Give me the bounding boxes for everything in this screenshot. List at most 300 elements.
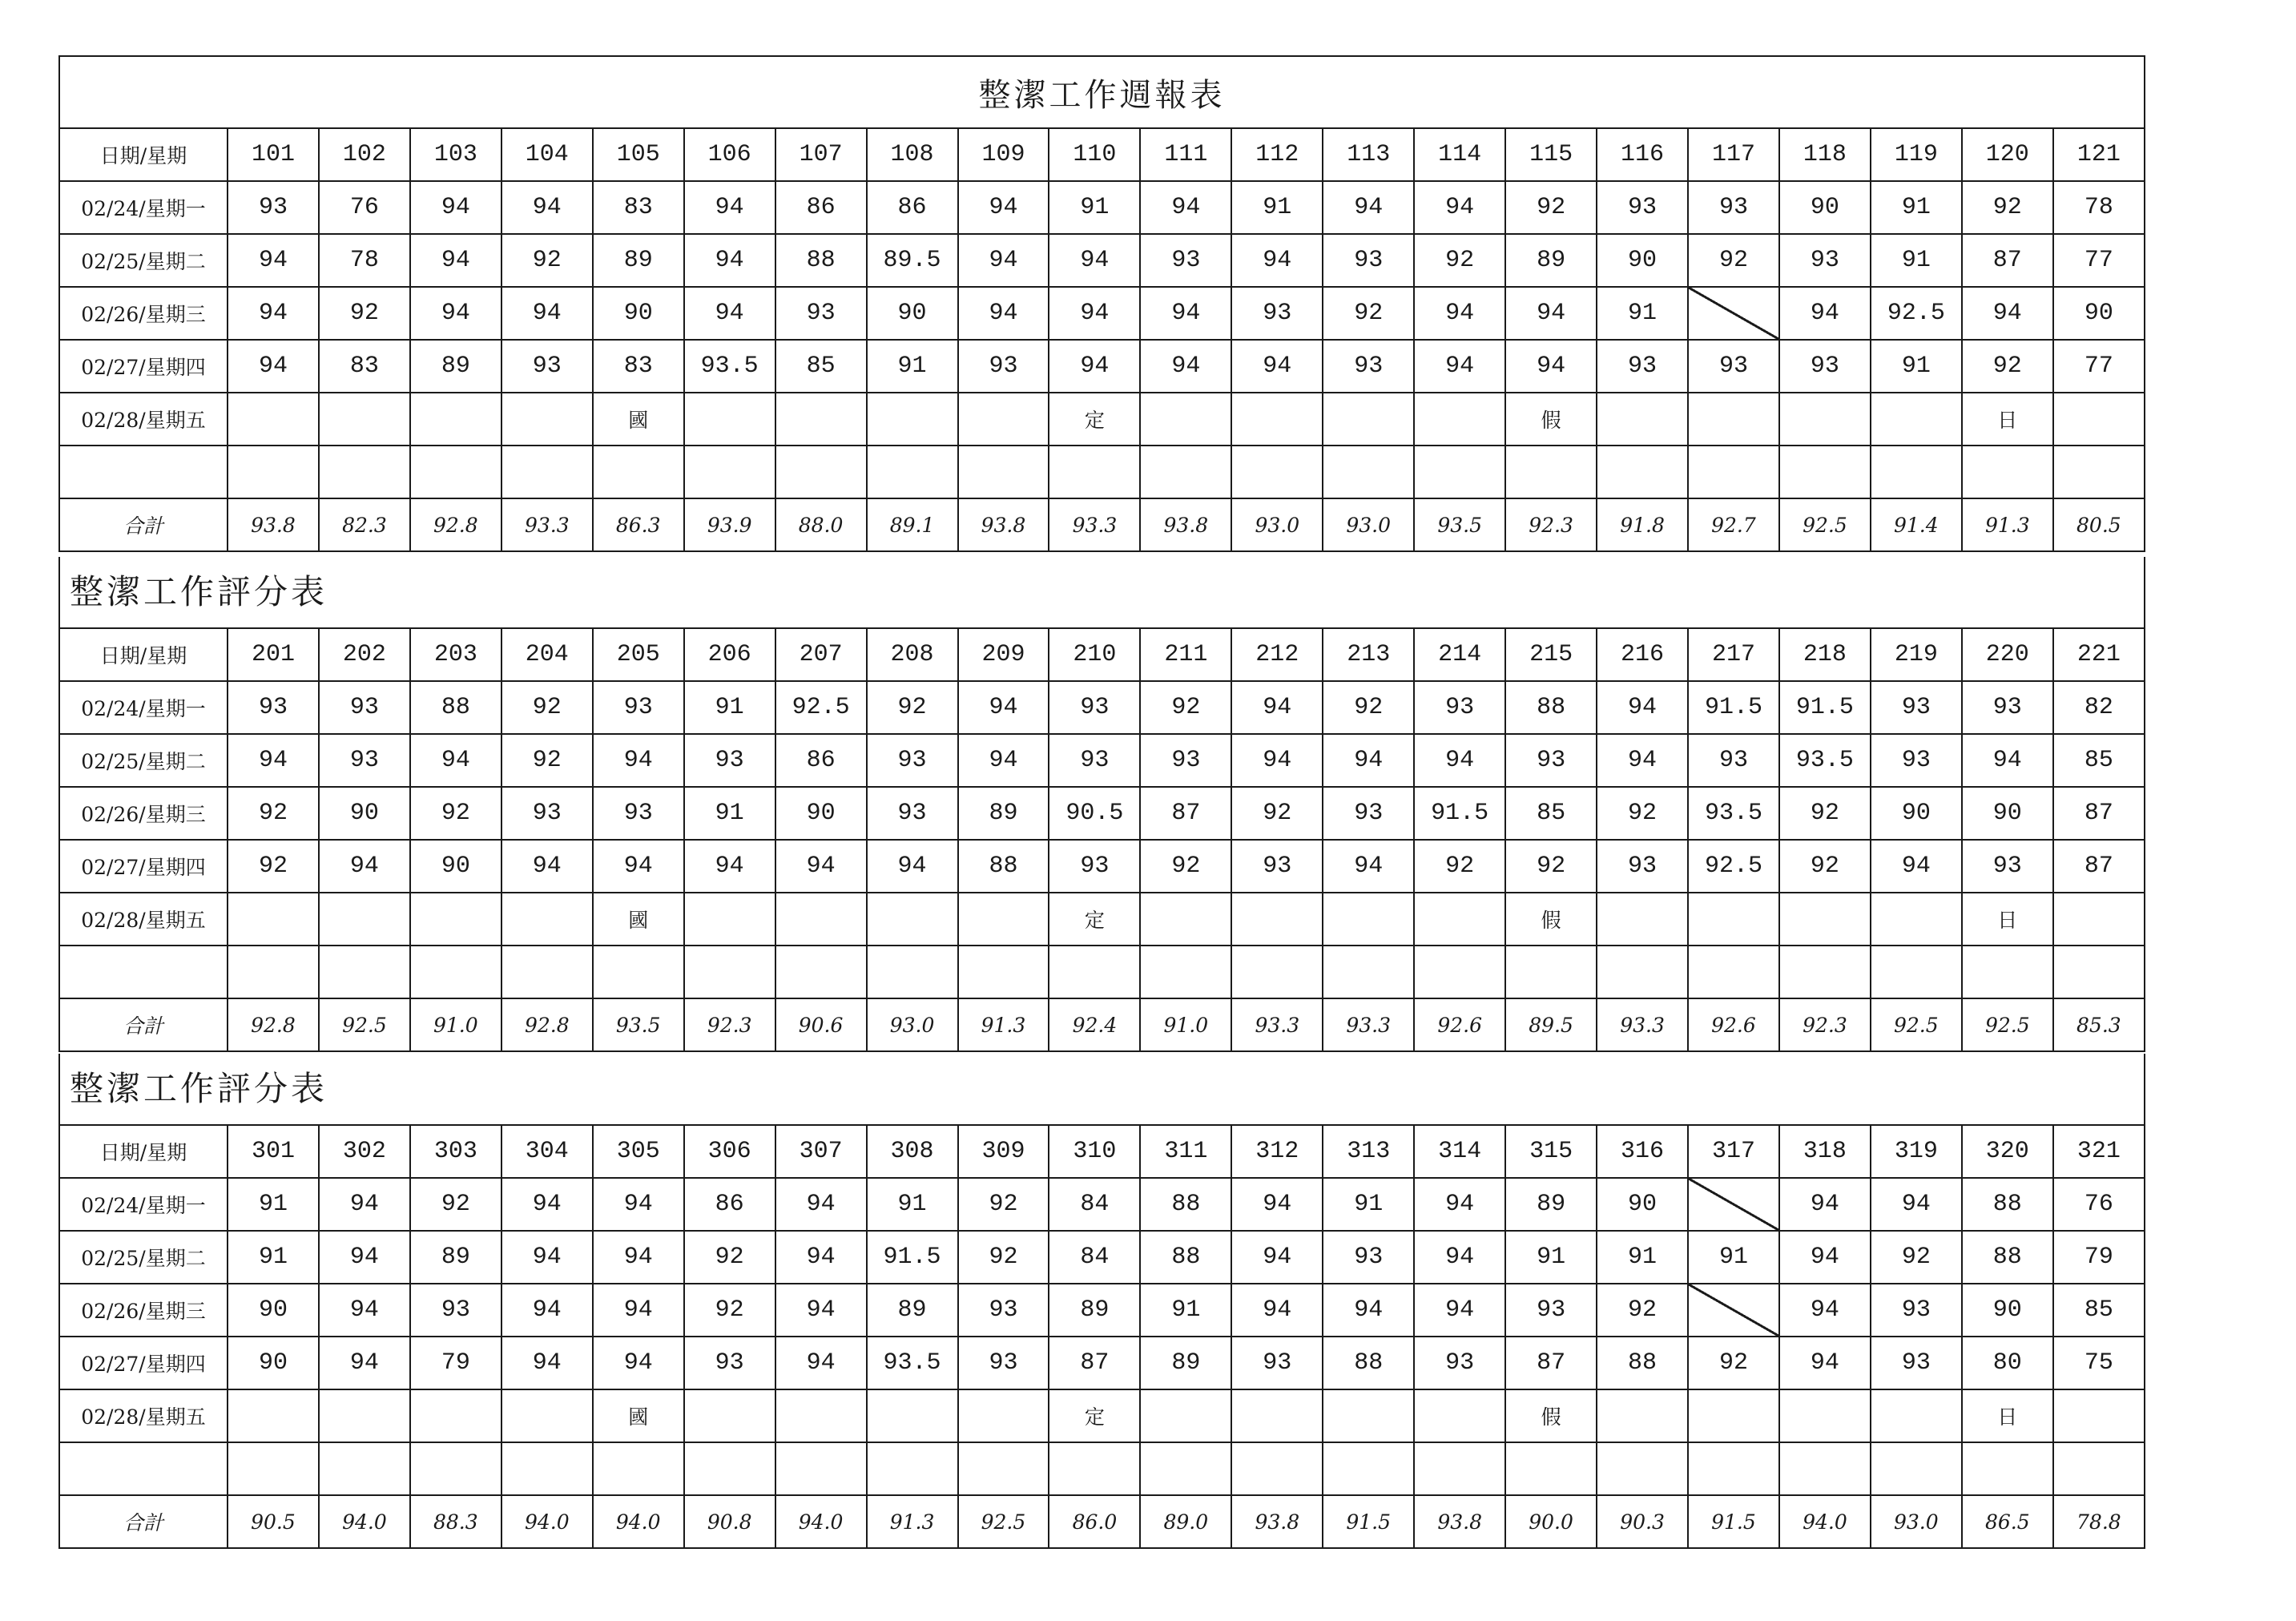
score-cell: 91 — [1140, 1284, 1231, 1337]
score-cell — [1779, 946, 1871, 998]
score-cell: 94 — [410, 287, 501, 340]
header-row — [59, 628, 2145, 681]
score-cell: 93 — [1688, 340, 1779, 393]
score-cell — [410, 446, 501, 498]
room-number: 120 — [1962, 128, 2053, 181]
room-number: 204 — [501, 628, 593, 681]
score-cell: 91.5 — [867, 1231, 958, 1284]
score-cell — [1231, 1442, 1323, 1495]
table-row — [59, 1442, 2145, 1495]
score-cell: 92 — [1505, 840, 1597, 893]
score-cell: 92 — [684, 1231, 775, 1284]
score-cell: 92 — [684, 1284, 775, 1337]
score-cell: 94 — [593, 1231, 684, 1284]
score-cell: 94 — [410, 734, 501, 787]
score-cell: 94 — [1323, 181, 1414, 234]
room-number: 303 — [410, 1125, 501, 1178]
total-cell: 93.3 — [1323, 998, 1414, 1051]
score-cell — [775, 1389, 867, 1442]
score-cell: 94 — [1049, 340, 1140, 393]
score-cell: 91 — [1871, 181, 1962, 234]
score-cell — [1688, 946, 1779, 998]
score-table-2 — [58, 557, 2145, 1052]
row-date-label — [59, 446, 228, 498]
score-cell: 93.5 — [867, 1337, 958, 1389]
row-date-label — [59, 1442, 228, 1495]
score-cell: 假 — [1505, 393, 1597, 446]
score-cell: 94 — [593, 1178, 684, 1231]
room-number: 111 — [1140, 128, 1231, 181]
total-cell: 93.8 — [1140, 498, 1231, 551]
score-cell: 93 — [1414, 1337, 1505, 1389]
score-cell — [1140, 893, 1231, 946]
score-cell: 89 — [410, 340, 501, 393]
score-cell — [958, 446, 1049, 498]
score-cell — [684, 446, 775, 498]
score-cell: 92 — [1414, 840, 1505, 893]
score-cell — [1140, 1442, 1231, 1495]
score-cell — [319, 946, 410, 998]
room-number: 221 — [2053, 628, 2145, 681]
score-cell: 假 — [1505, 1389, 1597, 1442]
score-cell: 89 — [410, 1231, 501, 1284]
score-cell: 92.5 — [775, 681, 867, 734]
score-cell: 93 — [1323, 1231, 1414, 1284]
total-cell: 92.3 — [1779, 998, 1871, 1051]
score-cell: 89 — [958, 787, 1049, 840]
score-cell: 94 — [501, 287, 593, 340]
score-cell — [775, 893, 867, 946]
room-number: 317 — [1688, 1125, 1779, 1178]
score-cell: 92 — [1140, 840, 1231, 893]
score-cell — [1414, 1389, 1505, 1442]
score-cell: 88 — [1505, 681, 1597, 734]
total-cell: 92.6 — [1414, 998, 1505, 1051]
score-cell: 94 — [684, 234, 775, 287]
score-cell: 國 — [593, 1389, 684, 1442]
header-label: 日期/星期 — [59, 1125, 228, 1178]
header-row — [59, 1125, 2145, 1178]
score-cell: 88 — [1323, 1337, 1414, 1389]
table-1 — [58, 55, 2145, 552]
score-cell: 90 — [593, 287, 684, 340]
total-cell: 94.0 — [501, 1495, 593, 1548]
room-number: 316 — [1597, 1125, 1688, 1178]
row-date-label: 02/25/星期二 — [59, 234, 228, 287]
score-cell: 92 — [410, 1178, 501, 1231]
score-cell: 92.5 — [1688, 840, 1779, 893]
score-cell: 93 — [958, 1284, 1049, 1337]
score-cell: 93.5 — [1688, 787, 1779, 840]
row-date-label: 02/24/星期一 — [59, 681, 228, 734]
score-cell — [319, 1442, 410, 1495]
score-cell: 86 — [775, 181, 867, 234]
score-cell — [1140, 946, 1231, 998]
row-date-label: 02/28/星期五 — [59, 1389, 228, 1442]
score-cell — [319, 893, 410, 946]
score-cell — [501, 393, 593, 446]
score-cell: 94 — [1505, 340, 1597, 393]
score-cell: 國 — [593, 393, 684, 446]
table-row — [59, 287, 2145, 340]
room-number: 118 — [1779, 128, 1871, 181]
score-cell — [1414, 1442, 1505, 1495]
score-cell: 87 — [1962, 234, 2053, 287]
score-cell: 79 — [2053, 1231, 2145, 1284]
score-cell: 94 — [228, 734, 319, 787]
score-cell: 91.5 — [1779, 681, 1871, 734]
total-cell: 91.0 — [1140, 998, 1231, 1051]
room-number: 113 — [1323, 128, 1414, 181]
score-cell: 93.5 — [684, 340, 775, 393]
total-cell: 82.3 — [319, 498, 410, 551]
score-cell — [1505, 446, 1597, 498]
score-cell: 93 — [1688, 181, 1779, 234]
score-cell — [1323, 393, 1414, 446]
score-cell: 94 — [775, 840, 867, 893]
score-cell: 78 — [319, 234, 410, 287]
score-cell — [410, 1389, 501, 1442]
score-cell: 93 — [1962, 840, 2053, 893]
table-row — [59, 787, 2145, 840]
score-cell — [1323, 946, 1414, 998]
score-cell — [867, 393, 958, 446]
score-cell: 85 — [775, 340, 867, 393]
room-number: 114 — [1414, 128, 1505, 181]
score-cell: 92 — [1962, 181, 2053, 234]
score-cell: 92 — [1414, 234, 1505, 287]
score-cell — [1871, 893, 1962, 946]
score-cell: 89 — [593, 234, 684, 287]
score-cell — [2053, 946, 2145, 998]
score-cell: 93 — [775, 287, 867, 340]
room-number: 119 — [1871, 128, 1962, 181]
score-cell — [1505, 1442, 1597, 1495]
score-cell: 93 — [1323, 787, 1414, 840]
row-date-label: 02/26/星期三 — [59, 287, 228, 340]
score-cell: 94 — [1231, 681, 1323, 734]
total-cell: 91.0 — [410, 998, 501, 1051]
score-cell: 93 — [319, 681, 410, 734]
room-number: 215 — [1505, 628, 1597, 681]
score-cell: 86 — [775, 734, 867, 787]
score-cell — [958, 893, 1049, 946]
score-cell: 94 — [501, 181, 593, 234]
row-date-label: 02/28/星期五 — [59, 393, 228, 446]
score-cell: 92 — [1597, 1284, 1688, 1337]
score-cell: 80 — [1962, 1337, 2053, 1389]
score-cell: 94 — [1323, 1284, 1414, 1337]
total-cell: 86.5 — [1962, 1495, 2053, 1548]
room-number: 103 — [410, 128, 501, 181]
score-cell: 94 — [1323, 734, 1414, 787]
score-cell: 90 — [1597, 1178, 1688, 1231]
score-cell: 93 — [1505, 734, 1597, 787]
room-number: 112 — [1231, 128, 1323, 181]
score-cell: 94 — [1962, 287, 2053, 340]
total-cell: 93.3 — [1049, 498, 1140, 551]
score-cell: 84 — [1049, 1231, 1140, 1284]
table-row — [59, 1284, 2145, 1337]
room-number: 305 — [593, 1125, 684, 1178]
score-cell — [501, 946, 593, 998]
score-cell — [1779, 446, 1871, 498]
total-cell: 93.0 — [1323, 498, 1414, 551]
total-cell: 93.3 — [501, 498, 593, 551]
score-cell: 94 — [501, 840, 593, 893]
score-cell — [1688, 446, 1779, 498]
score-cell: 92 — [1962, 340, 2053, 393]
total-cell: 92.7 — [1688, 498, 1779, 551]
score-cell: 83 — [593, 340, 684, 393]
table-row — [59, 1337, 2145, 1389]
score-cell: 90 — [410, 840, 501, 893]
score-cell: 90 — [228, 1284, 319, 1337]
total-cell: 92.3 — [684, 998, 775, 1051]
score-cell: 94 — [228, 340, 319, 393]
score-cell — [958, 1389, 1049, 1442]
score-cell: 94 — [1231, 1178, 1323, 1231]
score-cell — [2053, 393, 2145, 446]
total-cell: 91.5 — [1323, 1495, 1414, 1548]
score-cell: 83 — [593, 181, 684, 234]
score-cell: 94 — [1231, 234, 1323, 287]
score-cell — [228, 446, 319, 498]
score-cell: 91 — [1231, 181, 1323, 234]
total-cell: 91.3 — [958, 998, 1049, 1051]
score-cell: 92 — [228, 787, 319, 840]
table-row — [59, 446, 2145, 498]
row-date-label: 02/27/星期四 — [59, 1337, 228, 1389]
score-cell: 89.5 — [867, 234, 958, 287]
score-cell — [1231, 946, 1323, 998]
score-cell: 94 — [593, 840, 684, 893]
table-row — [59, 893, 2145, 946]
score-cell — [593, 1442, 684, 1495]
score-cell — [775, 1442, 867, 1495]
score-cell: 93 — [1140, 734, 1231, 787]
total-cell: 92.5 — [958, 1495, 1049, 1548]
score-cell: 94 — [684, 840, 775, 893]
score-cell: 93 — [228, 181, 319, 234]
score-cell: 91.5 — [1688, 681, 1779, 734]
score-cell: 94 — [1323, 840, 1414, 893]
score-cell: 90 — [1779, 181, 1871, 234]
score-cell: 92 — [958, 1178, 1049, 1231]
score-cell — [501, 446, 593, 498]
score-cell: 88 — [1140, 1231, 1231, 1284]
score-cell: 92 — [958, 1231, 1049, 1284]
score-cell: 93 — [958, 1337, 1049, 1389]
absent-cell — [1688, 1178, 1779, 1231]
room-number: 311 — [1140, 1125, 1231, 1178]
score-cell: 93 — [1231, 1337, 1323, 1389]
score-cell: 93 — [319, 734, 410, 787]
score-cell: 89 — [1049, 1284, 1140, 1337]
score-cell: 93 — [1231, 287, 1323, 340]
score-cell: 定 — [1049, 393, 1140, 446]
room-number: 302 — [319, 1125, 410, 1178]
score-cell: 88 — [958, 840, 1049, 893]
score-cell — [228, 893, 319, 946]
score-cell: 92 — [1140, 681, 1231, 734]
score-cell — [1140, 393, 1231, 446]
score-cell: 85 — [1505, 787, 1597, 840]
score-cell — [228, 946, 319, 998]
room-number: 116 — [1597, 128, 1688, 181]
score-cell: 假 — [1505, 893, 1597, 946]
score-cell: 93 — [1323, 340, 1414, 393]
score-cell: 90 — [1962, 787, 2053, 840]
total-cell: 92.5 — [1871, 998, 1962, 1051]
room-number: 313 — [1323, 1125, 1414, 1178]
score-cell — [593, 946, 684, 998]
score-cell: 93 — [1962, 681, 2053, 734]
total-cell: 90.5 — [228, 1495, 319, 1548]
score-cell: 定 — [1049, 893, 1140, 946]
score-cell: 90 — [867, 287, 958, 340]
score-cell — [867, 446, 958, 498]
score-cell — [1414, 393, 1505, 446]
total-cell: 92.5 — [319, 998, 410, 1051]
score-cell: 88 — [775, 234, 867, 287]
score-cell: 94 — [1231, 734, 1323, 787]
score-cell: 84 — [1049, 1178, 1140, 1231]
score-cell — [410, 946, 501, 998]
room-number: 307 — [775, 1125, 867, 1178]
room-number: 314 — [1414, 1125, 1505, 1178]
score-cell: 94 — [684, 181, 775, 234]
score-cell: 93 — [501, 340, 593, 393]
score-cell — [775, 946, 867, 998]
score-cell: 93 — [228, 681, 319, 734]
total-cell: 94.0 — [593, 1495, 684, 1548]
score-cell — [1323, 1389, 1414, 1442]
total-cell: 93.8 — [1414, 1495, 1505, 1548]
room-number: 107 — [775, 128, 867, 181]
score-cell: 94 — [1414, 1178, 1505, 1231]
score-cell: 94 — [1779, 1284, 1871, 1337]
score-cell — [1140, 1389, 1231, 1442]
score-cell: 92 — [1871, 1231, 1962, 1284]
total-cell: 90.6 — [775, 998, 867, 1051]
score-cell — [410, 893, 501, 946]
room-number: 312 — [1231, 1125, 1323, 1178]
score-cell — [228, 1442, 319, 1495]
score-cell — [410, 393, 501, 446]
room-number: 208 — [867, 628, 958, 681]
score-cell: 94 — [1414, 1284, 1505, 1337]
score-cell — [1231, 1389, 1323, 1442]
total-row — [59, 1495, 2145, 1548]
score-cell: 94 — [1779, 1337, 1871, 1389]
score-cell: 93 — [1049, 734, 1140, 787]
total-cell: 86.3 — [593, 498, 684, 551]
row-date-label: 02/26/星期三 — [59, 1284, 228, 1337]
total-cell: 92.8 — [228, 998, 319, 1051]
score-cell: 91 — [228, 1231, 319, 1284]
score-cell — [1231, 393, 1323, 446]
total-cell: 93.8 — [958, 498, 1049, 551]
score-cell: 93 — [1049, 681, 1140, 734]
table-row — [59, 946, 2145, 998]
score-cell — [958, 393, 1049, 446]
score-cell: 79 — [410, 1337, 501, 1389]
score-cell: 94 — [410, 234, 501, 287]
score-cell: 93 — [593, 681, 684, 734]
total-cell: 93.8 — [228, 498, 319, 551]
score-cell: 77 — [2053, 234, 2145, 287]
total-cell: 93.5 — [1414, 498, 1505, 551]
total-cell: 78.8 — [2053, 1495, 2145, 1548]
score-cell — [684, 1442, 775, 1495]
total-cell: 92.5 — [1779, 498, 1871, 551]
score-cell — [1414, 446, 1505, 498]
room-number: 209 — [958, 628, 1049, 681]
score-cell: 94 — [228, 234, 319, 287]
score-cell — [1597, 1442, 1688, 1495]
score-cell: 93 — [1779, 340, 1871, 393]
score-cell: 94 — [593, 1284, 684, 1337]
score-cell: 93 — [1140, 234, 1231, 287]
total-cell: 86.0 — [1049, 1495, 1140, 1548]
score-cell: 92 — [1323, 681, 1414, 734]
score-cell: 92 — [1505, 181, 1597, 234]
score-cell: 85 — [2053, 734, 2145, 787]
score-cell: 94 — [228, 287, 319, 340]
score-cell: 92 — [501, 734, 593, 787]
table-row — [59, 393, 2145, 446]
score-cell — [1871, 1442, 1962, 1495]
score-cell: 88 — [1962, 1231, 2053, 1284]
score-cell: 93 — [410, 1284, 501, 1337]
total-cell: 89.0 — [1140, 1495, 1231, 1548]
score-cell: 94 — [958, 287, 1049, 340]
total-cell: 91.8 — [1597, 498, 1688, 551]
total-cell: 93.0 — [1871, 1495, 1962, 1548]
table-2-title: 整潔工作評分表 — [58, 557, 2145, 627]
total-row — [59, 998, 2145, 1051]
room-number: 306 — [684, 1125, 775, 1178]
score-cell: 94 — [958, 734, 1049, 787]
score-cell: 94 — [1597, 681, 1688, 734]
score-cell: 92 — [319, 287, 410, 340]
score-cell — [1779, 1442, 1871, 1495]
score-cell — [1871, 946, 1962, 998]
score-cell: 91 — [1688, 1231, 1779, 1284]
score-cell — [1505, 946, 1597, 998]
score-cell — [1597, 1389, 1688, 1442]
score-cell: 92 — [1779, 787, 1871, 840]
score-cell: 75 — [2053, 1337, 2145, 1389]
score-cell — [319, 393, 410, 446]
score-cell: 89 — [1505, 1178, 1597, 1231]
row-date-label: 02/27/星期四 — [59, 340, 228, 393]
score-cell: 日 — [1962, 893, 2053, 946]
score-cell — [775, 393, 867, 446]
score-cell: 91 — [1323, 1178, 1414, 1231]
score-cell: 94 — [1140, 181, 1231, 234]
score-cell: 86 — [867, 181, 958, 234]
table-row — [59, 840, 2145, 893]
row-date-label: 02/24/星期一 — [59, 1178, 228, 1231]
score-cell: 90.5 — [1049, 787, 1140, 840]
room-number: 310 — [1049, 1125, 1140, 1178]
score-cell: 82 — [2053, 681, 2145, 734]
score-cell — [867, 893, 958, 946]
room-number: 108 — [867, 128, 958, 181]
score-cell — [593, 446, 684, 498]
